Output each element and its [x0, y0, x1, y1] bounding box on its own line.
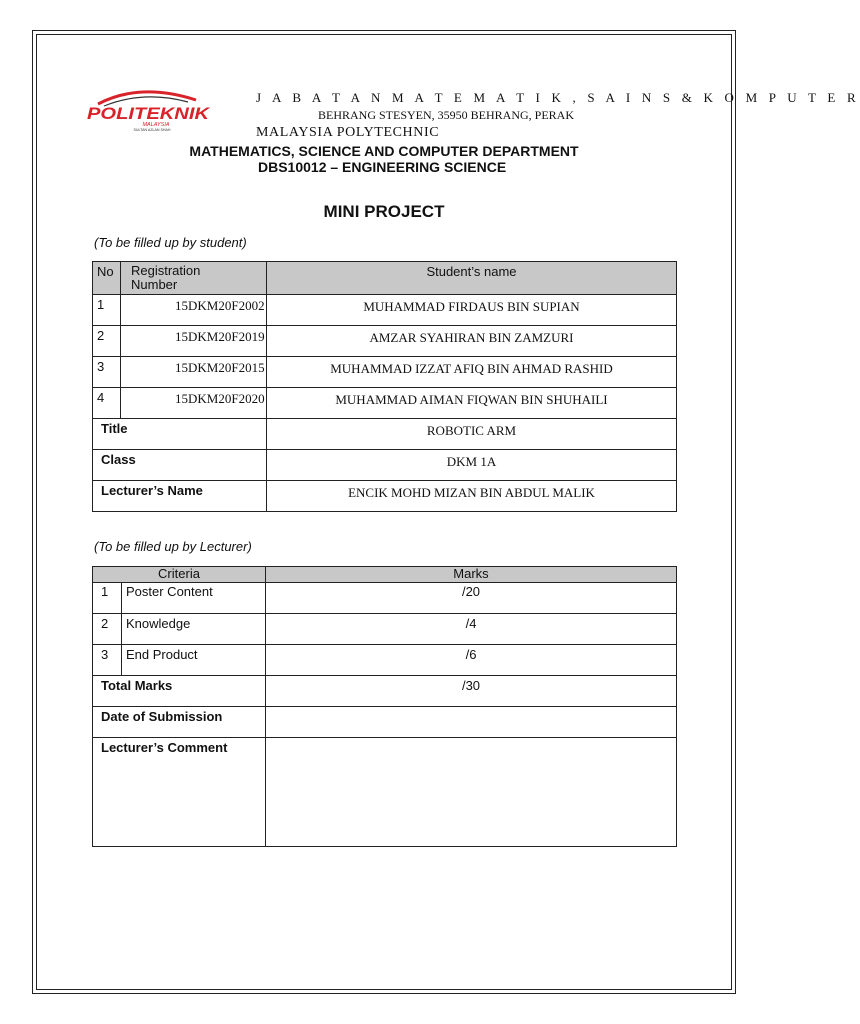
course-code: DBS10012 – ENGINEERING SCIENCE	[258, 159, 507, 175]
class-label: Class	[93, 450, 267, 481]
row-registration: 15DKM20F2020	[121, 388, 267, 419]
total-marks-label: Total Marks	[93, 676, 266, 707]
politeknik-logo	[84, 86, 212, 132]
student-section-note: (To be filled up by student)	[94, 235, 247, 250]
class-value: DKM 1A	[267, 450, 677, 481]
student-table-header	[93, 262, 677, 295]
submission-date-row	[93, 707, 677, 738]
row-student-name: AMZAR SYAHIRAN BIN ZAMZURI	[267, 326, 677, 357]
address: BEHRANG STESYEN, 35950 BEHRANG, PERAK	[318, 108, 575, 122]
total-marks-row	[93, 676, 677, 707]
lecturer-comment-field[interactable]	[266, 738, 677, 847]
criteria-name: Poster Content	[122, 583, 266, 614]
row-student-name: MUHAMMAD AIMAN FIQWAN BIN SHUHAILI	[267, 388, 677, 419]
criteria-no: 2	[93, 614, 122, 645]
header-student-name: Student’s name	[267, 262, 677, 295]
lecturer-comment-label: Lecturer’s Comment	[93, 738, 266, 847]
marks-table	[92, 566, 677, 847]
row-registration: 15DKM20F2015	[121, 357, 267, 388]
table-row	[93, 295, 677, 326]
project-title-label: Title	[93, 419, 267, 450]
polytechnic-name: MALAYSIA POLYTECHNIC	[256, 125, 440, 140]
criteria-marks: /4	[266, 614, 677, 645]
student-table	[92, 261, 677, 512]
lecturer-name-label: Lecturer’s Name	[93, 481, 267, 512]
criteria-no: 1	[93, 583, 122, 614]
row-registration: 15DKM20F2019	[121, 326, 267, 357]
criteria-no: 3	[93, 645, 122, 676]
criteria-name: End Product	[122, 645, 266, 676]
logo-swoosh	[98, 92, 196, 104]
header-registration: Registration Number	[121, 262, 267, 295]
submission-date-label: Date of Submission	[93, 707, 266, 738]
logo-country-text: MALAYSIA	[142, 122, 170, 128]
header-marks: Marks	[266, 567, 677, 583]
header-no: No	[93, 262, 121, 295]
criteria-marks: /20	[266, 583, 677, 614]
lecturer-section-note: (To be filled up by Lecturer)	[94, 539, 252, 554]
submission-date-field[interactable]	[266, 707, 677, 738]
marks-table-header	[93, 567, 677, 583]
project-title-value: ROBOTIC ARM	[267, 419, 677, 450]
lecturer-name-value: ENCIK MOHD MIZAN BIN ABDUL MALIK	[267, 481, 677, 512]
logo-motto-text: SULTAN AZLAN SHAH	[133, 128, 171, 132]
row-registration: 15DKM20F2002	[121, 295, 267, 326]
table-row	[93, 326, 677, 357]
row-no: 2	[93, 326, 121, 357]
logo-brand-text: POLITEKNIK	[87, 104, 212, 123]
project-title-row	[93, 419, 677, 450]
lecturer-comment-row	[93, 738, 677, 847]
lecturer-name-row	[93, 481, 677, 512]
total-marks-value: /30	[266, 676, 677, 707]
row-no: 4	[93, 388, 121, 419]
table-row	[93, 645, 677, 676]
table-row	[93, 614, 677, 645]
row-no: 3	[93, 357, 121, 388]
table-row	[93, 388, 677, 419]
table-row	[93, 357, 677, 388]
row-student-name: MUHAMMAD IZZAT AFIQ BIN AHMAD RASHID	[267, 357, 677, 388]
header-criteria: Criteria	[93, 567, 266, 583]
criteria-name: Knowledge	[122, 614, 266, 645]
department-malay: J A B A T A N M A T E M A T I K , S A I N S & K O M P U T E R	[256, 90, 860, 105]
document-title: MINI PROJECT	[323, 202, 445, 221]
class-row	[93, 450, 677, 481]
table-row	[93, 583, 677, 614]
department-english: MATHEMATICS, SCIENCE AND COMPUTER DEPARTMENT	[189, 143, 579, 159]
row-no: 1	[93, 295, 121, 326]
criteria-marks: /6	[266, 645, 677, 676]
row-student-name: MUHAMMAD FIRDAUS BIN SUPIAN	[267, 295, 677, 326]
